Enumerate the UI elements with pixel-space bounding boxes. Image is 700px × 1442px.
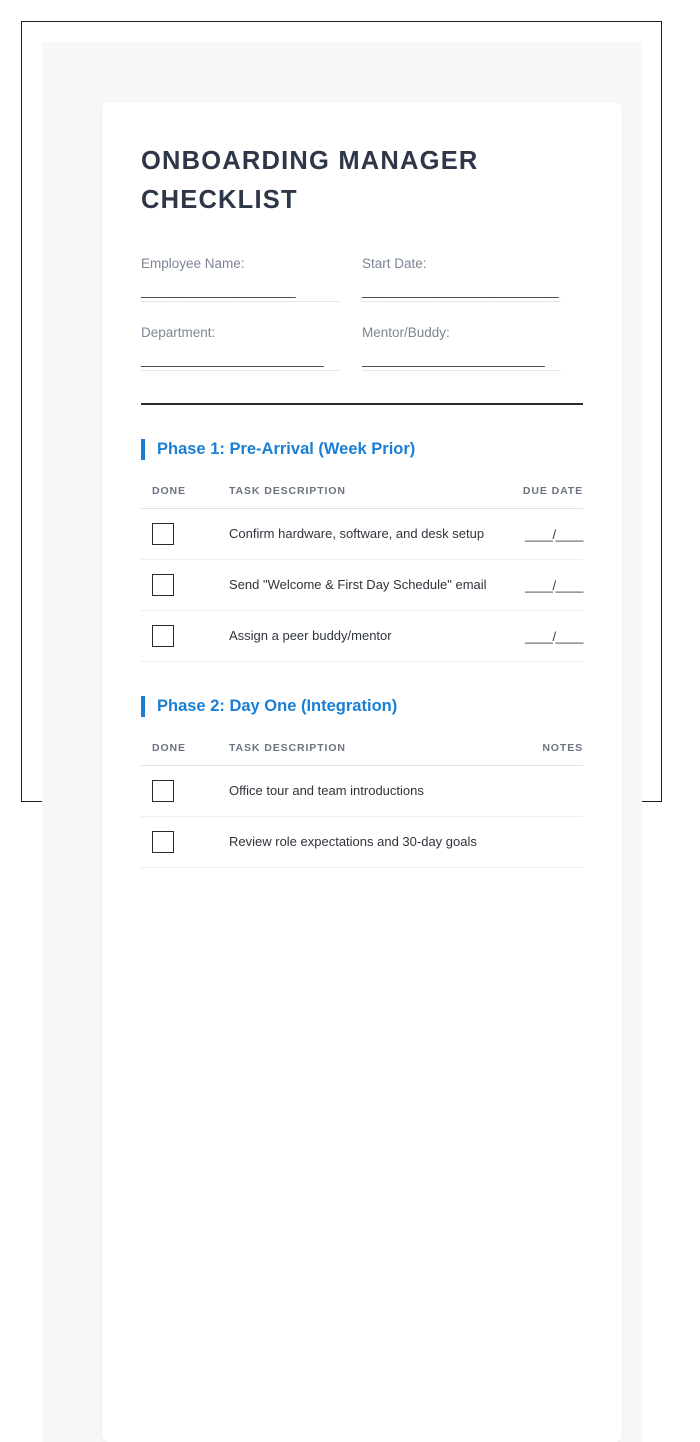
page-backdrop bbox=[42, 42, 642, 1442]
column-header-task: TASK DESCRIPTION bbox=[229, 742, 487, 766]
phase-title-2: Phase 2: Day One (Integration) bbox=[157, 696, 398, 715]
section-divider bbox=[141, 403, 583, 405]
meta-field-start-date bbox=[362, 254, 583, 302]
meta-label-department: Department: bbox=[141, 324, 216, 340]
phase-section-1 bbox=[141, 439, 583, 662]
table-header-row bbox=[141, 742, 583, 766]
column-header-right: NOTES bbox=[487, 742, 583, 766]
task-checkbox[interactable] bbox=[152, 574, 174, 596]
task-table-phase-2 bbox=[141, 742, 583, 868]
meta-label-mentor-buddy: Mentor/Buddy: bbox=[362, 324, 450, 340]
done-cell bbox=[141, 611, 229, 662]
task-description: Confirm hardware, software, and desk setup bbox=[229, 509, 487, 560]
done-cell bbox=[141, 560, 229, 611]
meta-rule-start-date bbox=[362, 301, 561, 302]
column-header-right: DUE DATE bbox=[487, 485, 583, 509]
column-header-done: DONE bbox=[141, 485, 229, 509]
done-cell bbox=[141, 817, 229, 868]
notes-cell[interactable] bbox=[487, 766, 583, 817]
due-date-cell[interactable]: ____/____ bbox=[487, 611, 583, 662]
phase-heading-1 bbox=[141, 439, 583, 460]
table-row bbox=[141, 766, 583, 817]
meta-label-employee-name: Employee Name: bbox=[141, 255, 245, 271]
task-checkbox[interactable] bbox=[152, 780, 174, 802]
document-card bbox=[102, 102, 622, 1442]
meta-value-mentor-buddy: __________________________ bbox=[362, 352, 545, 367]
meta-input-employee-name[interactable] bbox=[141, 282, 362, 302]
notes-cell[interactable] bbox=[487, 817, 583, 868]
done-cell bbox=[141, 509, 229, 560]
meta-label-start-date: Start Date: bbox=[362, 255, 427, 271]
done-cell bbox=[141, 766, 229, 817]
due-date-cell[interactable]: ____/____ bbox=[487, 560, 583, 611]
employee-meta-form bbox=[141, 254, 583, 393]
task-table-phase-1 bbox=[141, 485, 583, 662]
page-title: ONBOARDING MANAGER CHECKLIST bbox=[141, 147, 479, 214]
task-checkbox[interactable] bbox=[152, 831, 174, 853]
table-row bbox=[141, 817, 583, 868]
table-row bbox=[141, 560, 583, 611]
table-row bbox=[141, 509, 583, 560]
task-description: Assign a peer buddy/mentor bbox=[229, 611, 487, 662]
task-description: Review role expectations and 30-day goals bbox=[229, 817, 487, 868]
due-date-cell[interactable]: ____/____ bbox=[487, 509, 583, 560]
task-checkbox[interactable] bbox=[152, 625, 174, 647]
meta-field-mentor-buddy bbox=[362, 323, 583, 371]
phases-container bbox=[141, 439, 583, 868]
meta-input-mentor-buddy[interactable] bbox=[362, 352, 583, 371]
task-description: Send "Welcome & First Day Schedule" email bbox=[229, 560, 487, 611]
column-header-done: DONE bbox=[141, 742, 229, 766]
meta-rule-mentor-buddy bbox=[362, 370, 561, 371]
phase-accent-bar bbox=[141, 439, 145, 460]
task-checkbox[interactable] bbox=[152, 523, 174, 545]
table-row bbox=[141, 611, 583, 662]
phase-section-2 bbox=[141, 696, 583, 868]
meta-value-department: __________________________ bbox=[141, 352, 324, 367]
meta-input-department[interactable] bbox=[141, 352, 362, 371]
meta-input-start-date[interactable] bbox=[362, 282, 583, 302]
meta-field-department bbox=[141, 323, 362, 371]
meta-value-employee-name: ______________________ bbox=[141, 282, 296, 298]
phase-heading-2 bbox=[141, 696, 583, 717]
task-description: Office tour and team introductions bbox=[229, 766, 487, 817]
meta-value-start-date: ____________________________ bbox=[362, 282, 559, 298]
phase-title-1: Phase 1: Pre-Arrival (Week Prior) bbox=[157, 439, 416, 458]
browser-viewport-frame bbox=[21, 21, 662, 849]
meta-rule-department bbox=[141, 370, 340, 371]
phase-accent-bar bbox=[141, 696, 145, 717]
table-header-row bbox=[141, 485, 583, 509]
column-header-task: TASK DESCRIPTION bbox=[229, 485, 487, 509]
meta-field-employee-name bbox=[141, 254, 362, 302]
meta-rule-employee-name bbox=[141, 301, 340, 302]
